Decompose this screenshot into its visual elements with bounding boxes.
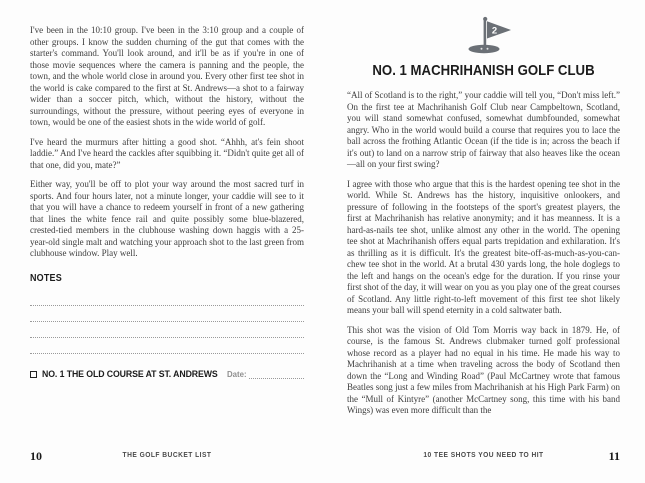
note-line (30, 338, 304, 354)
notes-lines (30, 290, 304, 354)
right-page-body (347, 90, 620, 417)
left-page (30, 0, 304, 483)
paragraph: I agree with those who argue that this is the hardest opening tee shot in the world. While St. Andrews has the history, inquisitive onlookers, and pressure of following in the footsteps of the sport's greatest players, the first at Machrihanish has relative anonymity; and it has meanness. It is a hard-as-nails tee shot, unlike almost any other in the world. The opening tee shot at Machrihanish offers equal parts trepidation and exhilaration. It's as thrilling as it is difficult. It's the greatest bite-off-as-much-as-you-can-chew tee shot in the world. At a brutal 430 yards long, the hole doglegs to the left and hangs on the ocean's edge for the duration. If you rinse your first shot of the day, it will wear on you as you play one of the great courses of Scotland. Any little right-to-left movement of this first tee shot likely means your ball will spend eternity in a cold saltwater bath. (347, 178, 620, 315)
date-label: Date: (226, 369, 247, 379)
note-line (30, 306, 304, 322)
paragraph: Either way, you'll be off to plot your way around the most sacred turf in sports. And four hours later, not a minute longer, your caddie will see to it that you will have a chance to redeem yourself in front of a new gathering that lines the white fence rail and quite possibly some blue-blazered, crested-tied members in the clubhouse washing down haggis with a 25-year-old single malt and watching your approach shot to the last green from clubhouse window. Play well. (30, 179, 304, 258)
flag-number: 2 (491, 25, 497, 37)
right-page (347, 0, 620, 483)
notes-heading: NOTES (30, 272, 62, 284)
checkbox-icon (30, 371, 37, 378)
date-leader-dots (249, 370, 304, 379)
left-page-body (30, 25, 304, 260)
running-title-right: 10 TEE SHOTS YOU NEED TO HIT (423, 452, 544, 459)
golf-flag-icon (347, 16, 620, 59)
paragraph: “All of Scotland is to the right,” your caddie will tell you, “Don't miss left.” On the first tee at Machrihanish Golf Club near Campbeltown, Scotland, you will stand somewhat confused, somewhat dumbfounded, somewhat angry. Who in the world would build a course that requires you to lace the ball across the frothing Atlantic Ocean (if the tide is in; across the beach if it's out) to land on a narrow strip of fairway that also heaves like the ocean—all on your first swing? (347, 90, 620, 169)
running-title-left: THE GOLF BUCKET LIST (122, 452, 212, 459)
checklist-label: NO. 1 THE OLD COURSE AT ST. ANDREWS (42, 368, 218, 380)
page-number-left: 10 (30, 449, 42, 463)
paragraph: I've heard the murmurs after hitting a good shot. “Ahhh, at's fein shoot laddie.” And I've heard the cackles after squibbing it. “Didn't quite get all of that one, did you, mate?” (30, 136, 304, 170)
checklist-item (30, 369, 304, 380)
paragraph: I've been in the 10:10 group. I've been in the 3:10 group and a couple of other groups. I know the sudden churning of the gut that comes with the starter's command. You'll look around, and it'll be as if you're in one of those movie sequences where the camera is panning and the people, the town, and the whole world close in around you. Every other first tee shot in the world is cake compared to the first at St. Andrews—a shot to a fairway wider than a soccer pitch, which, without the history, without the surroundings, without the pressure, without peering eyes of everyone in town, would be one of the easiest shots in the wide world of golf. (30, 25, 304, 127)
chapter-title: NO. 1 MACHRIHANISH GOLF CLUB (372, 62, 595, 79)
note-line (30, 290, 304, 306)
page-number-right: 11 (608, 449, 620, 463)
paragraph: This shot was the vision of Old Tom Morris way back in 1879. He, of course, is the famous St. Andrews clubmaker turned golf professional whose record as a player had no equal in his time. He made his way to Machrihanish at a time when traveling across the body of Scotland then down the “Long and Winding Road” (Paul McCartney wrote that famous Beatles song just a few miles from Machrihanish at his High Park Farm) on the “Mull of Kintyre” (another McCartney song, this time with his band Wings) was even more difficult than the (347, 324, 620, 415)
note-line (30, 322, 304, 338)
